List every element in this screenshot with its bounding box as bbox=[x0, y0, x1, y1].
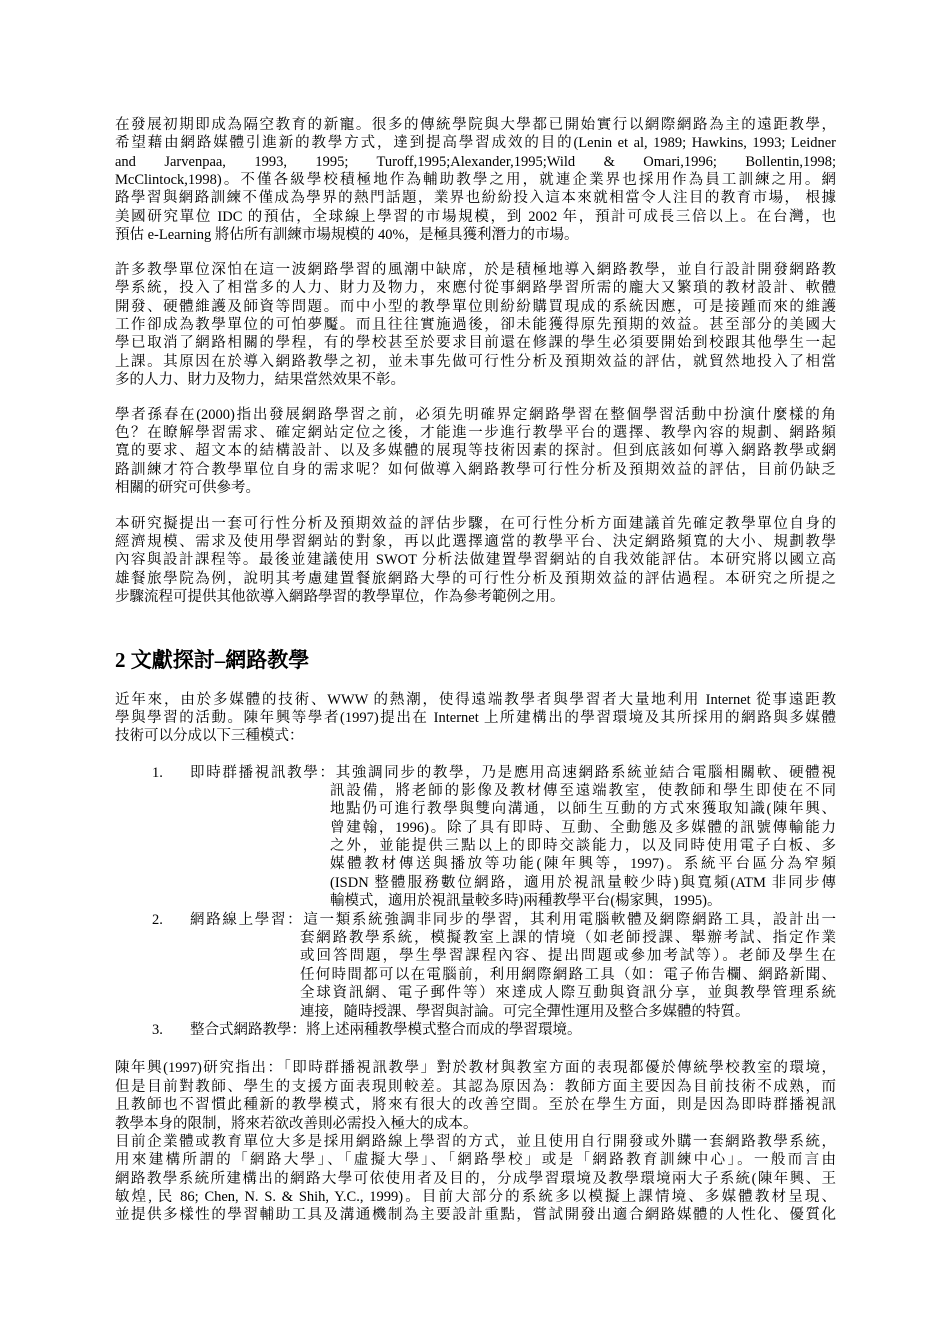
list-item-line: (ISDN 整體服務數位網路，適用於視訊量較少時)與寬頻(ATM 非同步傳 bbox=[330, 874, 836, 891]
list-item-label: 即時群播視訊教學： bbox=[190, 764, 336, 781]
paragraph-4 bbox=[115, 515, 836, 607]
list-item-line: 之外，並能提供三點以上的即時交談能力，以及同時使用電子白板、多 bbox=[330, 838, 836, 855]
paragraph-5 bbox=[115, 1059, 836, 1133]
list-item bbox=[115, 1021, 836, 1039]
paragraph-6 bbox=[115, 1133, 836, 1225]
list-item-line: 或回答問題，學生學習課程內容、提出問題或參加考試等）。老師及學生在 bbox=[300, 948, 836, 965]
paragraph-line: 技術可以分成以下三種模式： bbox=[115, 728, 304, 745]
paragraph-line: McClintock,1998)。不僅各級學校積極地作為輔助教學之用，就連企業界也採用作為員工訓練之用。網 bbox=[115, 171, 836, 188]
paragraph-line: 學與學習的活動。陳年興等學者(1997)提出在 Internet 上所建構出的學習環境及其所採用的網路與多媒體 bbox=[115, 709, 836, 726]
paragraph-line: 經濟規模、需求及使用學習網站的對象，再以此選擇適當的教學平台、決定網路頻寬的大小、規劃教學 bbox=[115, 533, 836, 550]
section-intro-paragraph bbox=[115, 691, 836, 746]
paragraph-line: 開發、硬體維護及師資等問題。而中小型的教學單位則紛紛購買現成的系統因應，可是接踵而來的維護 bbox=[115, 298, 836, 315]
paragraph-3 bbox=[115, 406, 836, 498]
list-item-line: 媒體教材傳送與播放等功能(陳年興等，1997)。系統平台區分為窄頻 bbox=[330, 856, 836, 873]
paragraph-line: and Jarvenpaa, 1993, 1995; Turoff,1995;Alexander,1995;Wild & Omari,1996; Bollentin,1998; bbox=[115, 153, 836, 170]
paragraph-line: 多的人力、財力及物力，結果當然效果不彰。 bbox=[115, 372, 405, 389]
section-heading: 2 文獻探討–網路教學 bbox=[115, 647, 310, 672]
list-item bbox=[115, 764, 836, 911]
paragraph-line: 許多教學單位深怕在這一波網路學習的風潮中缺席，於是積極地導入網路教學，並自行設計開發網路教 bbox=[115, 261, 836, 278]
paragraph-line: 陳年興(1997)研究指出：「即時群播視訊教學」對於教材與教室方面的表現都優於傳統學校教室的環境， bbox=[115, 1060, 836, 1077]
paragraph-line: 目前企業體或教育單位大多是採用網路線上學習的方式，並且使用自行開發或外購一套網路教學系統， bbox=[115, 1133, 836, 1150]
paragraph-line: 相關的研究可供參考。 bbox=[115, 480, 260, 497]
paragraph-line: 內容與設計課程等。最後並建議使用 SWOT 分析法做建置學習網站的自我效能評估。本研究將以國立高 bbox=[115, 552, 836, 569]
page-content bbox=[115, 116, 836, 1225]
list-item-text: 將上述兩種教學模式整合而成的學習環境。 bbox=[306, 1021, 582, 1038]
list-item-number: 1. bbox=[152, 764, 163, 781]
list-item-number: 3. bbox=[152, 1021, 163, 1038]
list-item-line: 連接，隨時授課、學習與討論。可完全彈性運用及整合多媒體的特質。 bbox=[300, 1003, 750, 1020]
paragraph-line: 近年來，由於多媒體的技術、WWW 的熱潮，使得遠端教學者與學習者大量地利用 Internet 從事遠距教 bbox=[115, 691, 836, 708]
paragraph-2 bbox=[115, 261, 836, 390]
list-item-label: 網路線上學習： bbox=[190, 911, 304, 928]
list-item-first-line bbox=[190, 1021, 836, 1039]
paragraph-line: 上課。其原因在於導入網路教學之初，並未事先做可行性分析及預期效益的評估，就貿然地投入了相當 bbox=[115, 353, 836, 370]
paragraph-line: 路學習與網路訓練不僅成為學界的熱門話題，業界也紛紛投入這本來就相當令人注目的教育市場， 根據 bbox=[115, 190, 836, 207]
list-item-first-line bbox=[190, 764, 836, 782]
paragraph-line: 希望藉由網路媒體引進新的教學方式，達到提高學習成效的目的(Lenin et al, 1989; Hawkins, 1993; Leidner bbox=[115, 135, 836, 152]
list-item-line: 輸模式，適用於視訊量較多時)兩種教學平台(楊家興，1995)。 bbox=[330, 893, 722, 910]
list-item-line: 套網路教學系統，模擬教室上課的情境（如老師授課、舉辦考試、指定作業 bbox=[300, 930, 836, 947]
numbered-list bbox=[115, 764, 836, 1040]
paragraph-line: 美國研究單位 IDC 的預估，全球線上學習的市場規模，到 2002 年，預計可成長三倍以上。在台灣，也 bbox=[115, 208, 836, 225]
paragraph-line: 並提供多樣性的學習輔助工具及溝通機制為主要設計重點，嘗試開發出適合網路媒體的人性化、優質化 bbox=[115, 1207, 836, 1224]
list-item-label: 整合式網路教學： bbox=[190, 1021, 306, 1038]
paragraph-line: 本研究擬提出一套可行性分析及預期效益的評估步驟，在可行性分析方面建議首先確定教學單位自身的 bbox=[115, 515, 836, 532]
paragraph-line: 但是目前對教師、學生的支援方面表現則較差。其認為原因為：教師方面主要因為目前技術不成熟，而 bbox=[115, 1078, 836, 1095]
list-item-continuation bbox=[300, 929, 836, 1021]
paragraph-line: 雄餐旅學院為例，說明其考慮建置餐旅網路大學的可行性分析及預期效益的評估過程。本研究之所提之 bbox=[115, 570, 836, 587]
paragraph-line: 步驟流程可提供其他欲導入網路學習的教學單位，作為參考範例之用。 bbox=[115, 589, 565, 606]
paragraph-line: 網路教學系統所建構出的網路大學可依使用者及目的，分成學習環境及教學環境兩大子系統(陳年興、王 bbox=[115, 1170, 836, 1187]
paragraph-line: 預估 e-Learning 將佔所有訓練市場規模的 40%，是極具獲利潛力的市場。 bbox=[115, 227, 579, 244]
list-item-line: 曾建翰，1996)。除了具有即時、互動、全動態及多媒體的訊號傳輸能力 bbox=[330, 819, 836, 836]
paragraph-line: 寬的要求、超文本的結構設計、以及多媒體的展現等技術因素的探討。但到底該如何導入網路教學或網 bbox=[115, 443, 836, 460]
list-item-text: 這一類系統強調非同步的學習，其利用電腦軟體及網際網路工具，設計出一 bbox=[303, 911, 837, 928]
list-item-line: 全球資訊網、電子郵件等）來達成人際互動與資訊分享，並與教學管理系統 bbox=[300, 985, 836, 1002]
list-item-first-line bbox=[190, 911, 836, 929]
paragraph-line: 敏煌, 民 86; Chen, N. S. & Shih, Y.C., 1999)。目前大部分的系統多以模擬上課情境、多媒體教材呈現、 bbox=[115, 1189, 836, 1206]
paragraph-line: 在發展初期即成為隔空教育的新寵。很多的傳統學院與大學都已開始實行以網際網路為主的遠距教學， bbox=[115, 116, 836, 133]
paragraph-line: 且教師也不習慣此種新的教學模式，將來有很大的改善空間。至於在學生方面，則是因為即時群播視訊 bbox=[115, 1097, 836, 1114]
list-item-line: 地點仍可進行教學與雙向溝通，以師生互動的方式來獲取知識(陳年興、 bbox=[330, 801, 836, 818]
paragraph-line: 學者孫春在(2000)指出發展網路學習之前，必須先明確界定網路學習在整個學習活動中扮演什麼樣的角 bbox=[115, 406, 836, 423]
paragraph-line: 學系統，投入了相當多的人力、財力及物力，來應付從事網路學習所需的龐大又繁瑣的教材設計、軟體 bbox=[115, 280, 836, 297]
paragraph-line: 色？在瞭解學習需求、確定網站定位之後，才能進一步進行教學平台的選擇、教學內容的規劃、網路頻 bbox=[115, 425, 836, 442]
list-item-continuation bbox=[330, 782, 836, 911]
paragraph-line: 工作卻成為教學單位的可怕夢魘。而且往往實施過後，卻未能獲得原先預期的效益。甚至部分的美國大 bbox=[115, 316, 836, 333]
paragraph-1 bbox=[115, 116, 836, 245]
paragraph-line: 用來建構所謂的「網路大學」、「虛擬大學」、「網路學校」或是「網路教育訓練中心」。一般而言由 bbox=[115, 1152, 836, 1169]
list-item-line: 訊設備，將老師的影像及教材傳至遠端教室，使教師和學生即使在不同 bbox=[330, 782, 836, 799]
list-item-text: 其強調同步的教學，乃是應用高速網路系統並結合電腦相關軟、硬體視 bbox=[335, 764, 837, 781]
list-item-number: 2. bbox=[152, 911, 163, 928]
paragraph-line: 教學本身的限制，將來若欲改善則必需投入極大的成本。 bbox=[115, 1115, 478, 1132]
paragraph-line: 學已取消了網路相關的學程，有的學校甚至於要求目前還在修課的學生必須要開始到校跟其他學生一起 bbox=[115, 335, 836, 352]
paragraph-line: 路訓練才符合教學單位自身的需求呢？如何做導入網路教學可行性分析及預期效益的評估，目前仍缺乏 bbox=[115, 461, 836, 478]
list-item bbox=[115, 911, 836, 1021]
list-item-line: 任何時間都可以在電腦前，利用網際網路工具（如：電子佈告欄、網路新聞、 bbox=[300, 966, 836, 983]
